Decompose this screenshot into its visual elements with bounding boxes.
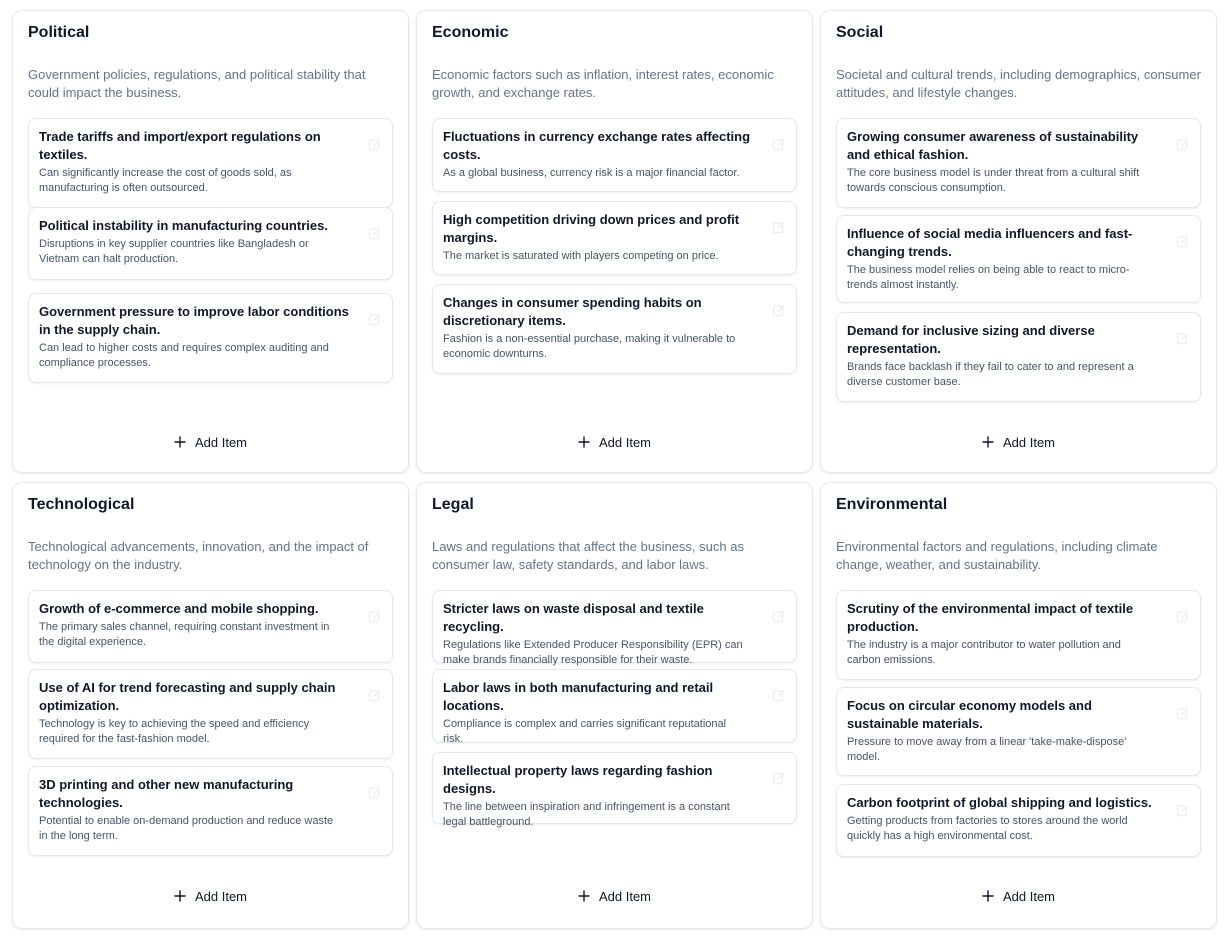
factor-description: The market is saturated with players competing on price. — [443, 250, 719, 262]
edit-icon[interactable] — [772, 609, 786, 623]
factor-card[interactable] — [836, 590, 1201, 680]
factor-title: 3D printing and other new manufacturing technologies. — [39, 777, 294, 810]
add-item-button[interactable] — [417, 886, 812, 906]
factor-card[interactable] — [28, 293, 393, 383]
factor-card[interactable] — [836, 312, 1201, 402]
factor-description: Can significantly increase the cost of goods sold, as manufacturing is often outsourced. — [39, 167, 292, 194]
factor-description: Fashion is a non-essential purchase, making it vulnerable to economic downturns. — [443, 333, 736, 360]
edit-icon[interactable] — [1176, 137, 1190, 151]
factor-card[interactable] — [432, 669, 797, 743]
edit-icon[interactable] — [1176, 706, 1190, 720]
panel-environmental — [820, 482, 1217, 929]
plus-icon — [578, 436, 590, 448]
factor-description: As a global business, currency risk is a major financial factor. — [443, 167, 740, 179]
panel-title: Legal — [432, 496, 474, 513]
add-item-button[interactable] — [13, 432, 408, 452]
add-item-label: Add Item — [194, 434, 248, 450]
factor-card[interactable] — [836, 687, 1201, 776]
panel-description: Economic factors such as inflation, interest rates, economic growth, and exchange rates. — [432, 67, 774, 100]
factor-card[interactable] — [432, 590, 797, 666]
edit-icon[interactable] — [368, 312, 382, 326]
factor-card[interactable] — [432, 201, 797, 275]
edit-icon[interactable] — [1176, 331, 1190, 345]
factor-description: Regulations like Extended Producer Responsibility (EPR) can make brands financially responsible for their waste. — [443, 639, 743, 666]
factor-title: Intellectual property laws regarding fashion designs. — [443, 763, 713, 796]
edit-icon[interactable] — [772, 137, 786, 151]
factor-card[interactable] — [836, 784, 1201, 857]
factor-title: Focus on circular economy models and sustainable materials. — [847, 698, 1092, 731]
factor-title: Growing consumer awareness of sustainability and ethical fashion. — [847, 129, 1139, 162]
factor-description: Getting products from factories to stores around the world quickly has a high environmental cost. — [847, 815, 1128, 842]
factor-title: Changes in consumer spending habits on discretionary items. — [443, 295, 702, 328]
factor-card[interactable] — [432, 752, 797, 828]
panel-description: Environmental factors and regulations, including climate change, weather, and sustainability. — [836, 539, 1158, 572]
panel-title: Technological — [28, 496, 135, 513]
factor-title: Stricter laws on waste disposal and textile recycling. — [443, 601, 704, 634]
factor-title: Labor laws in both manufacturing and retail locations. — [443, 680, 714, 713]
add-item-button[interactable] — [417, 432, 812, 452]
edit-icon[interactable] — [368, 609, 382, 623]
add-item-button[interactable] — [821, 886, 1216, 906]
factor-description: Brands face backlash if they fail to cater to and represent a diverse customer base. — [847, 361, 1134, 388]
plus-icon — [982, 890, 994, 902]
panel-title: Environmental — [836, 496, 948, 513]
panel-economic — [416, 10, 813, 473]
factor-description: Compliance is complex and carries significant reputational risk. — [443, 718, 727, 745]
add-item-button[interactable] — [821, 432, 1216, 452]
edit-icon[interactable] — [368, 226, 382, 240]
factor-title: Growth of e-commerce and mobile shopping. — [39, 601, 319, 616]
plus-icon — [982, 436, 994, 448]
plus-icon — [174, 890, 186, 902]
factor-card[interactable] — [28, 590, 393, 663]
edit-icon[interactable] — [1176, 803, 1190, 817]
add-item-label: Add Item — [598, 434, 652, 450]
factor-description: Disruptions in key supplier countries like Bangladesh or Vietnam can halt production. — [39, 238, 309, 265]
edit-icon[interactable] — [368, 137, 382, 151]
factor-description: Technology is key to achieving the speed and efficiency required for the fast-fashion model. — [39, 718, 310, 745]
factor-card[interactable] — [28, 669, 393, 759]
factor-description: Pressure to move away from a linear 'take-make-dispose' model. — [847, 736, 1127, 763]
edit-icon[interactable] — [772, 220, 786, 234]
factor-title: Demand for inclusive sizing and diverse representation. — [847, 323, 1095, 356]
panel-political — [12, 10, 409, 473]
factor-description: The primary sales channel, requiring constant investment in the digital experience. — [39, 621, 330, 648]
panel-description: Technological advancements, innovation, and the impact of technology on the industry. — [28, 539, 369, 572]
panel-social — [820, 10, 1217, 473]
panel-technological — [12, 482, 409, 929]
panel-legal — [416, 482, 813, 929]
factor-title: Fluctuations in currency exchange rates affecting costs. — [443, 129, 751, 162]
factor-title: Influence of social media influencers and fast-changing trends. — [847, 226, 1133, 259]
factor-card[interactable] — [432, 284, 797, 374]
factor-description: The line between inspiration and infringement is a constant legal battleground. — [443, 801, 730, 828]
factor-title: Use of AI for trend forecasting and supply chain optimization. — [39, 680, 336, 713]
factor-card[interactable] — [836, 215, 1201, 303]
edit-icon[interactable] — [368, 785, 382, 799]
factor-description: Can lead to higher costs and requires complex auditing and compliance processes. — [39, 342, 329, 369]
edit-icon[interactable] — [772, 303, 786, 317]
factor-title: Carbon footprint of global shipping and logistics. — [847, 795, 1152, 810]
panel-description: Government policies, regulations, and political stability that could impact the business. — [28, 67, 366, 100]
add-item-label: Add Item — [1002, 888, 1056, 904]
plus-icon — [578, 890, 590, 902]
panel-description: Laws and regulations that affect the business, such as consumer law, safety standards, and labor laws. — [432, 539, 744, 572]
factor-description: The industry is a major contributor to water pollution and carbon emissions. — [847, 639, 1121, 666]
factor-card[interactable] — [28, 766, 393, 856]
factor-title: Government pressure to improve labor conditions in the supply chain. — [39, 304, 349, 337]
factor-card[interactable] — [28, 207, 393, 280]
factor-description: Potential to enable on-demand production and reduce waste in the long term. — [39, 815, 334, 842]
edit-icon[interactable] — [1176, 234, 1190, 248]
panel-title: Political — [28, 24, 90, 41]
factor-card[interactable] — [28, 118, 393, 208]
add-item-label: Add Item — [1002, 434, 1056, 450]
edit-icon[interactable] — [368, 688, 382, 702]
edit-icon[interactable] — [1176, 609, 1190, 623]
factor-description: The business model relies on being able to react to micro-trends almost instantly. — [847, 264, 1130, 291]
add-item-label: Add Item — [194, 888, 248, 904]
factor-title: Scrutiny of the environmental impact of textile production. — [847, 601, 1134, 634]
add-item-button[interactable] — [13, 886, 408, 906]
add-item-label: Add Item — [598, 888, 652, 904]
factor-title: Political instability in manufacturing countries. — [39, 218, 328, 233]
panel-title: Economic — [432, 24, 509, 41]
panel-title: Social — [836, 24, 884, 41]
edit-icon[interactable] — [772, 771, 786, 785]
factor-description: The core business model is under threat from a cultural shift towards conscious consumption. — [847, 167, 1140, 194]
edit-icon[interactable] — [772, 688, 786, 702]
plus-icon — [174, 436, 186, 448]
factor-title: Trade tariffs and import/export regulations on textiles. — [39, 129, 321, 162]
factor-title: High competition driving down prices and profit margins. — [443, 212, 740, 245]
factor-card[interactable] — [836, 118, 1201, 208]
panel-description: Societal and cultural trends, including demographics, consumer attitudes, and lifestyle changes. — [836, 67, 1201, 100]
factor-card[interactable] — [432, 118, 797, 192]
